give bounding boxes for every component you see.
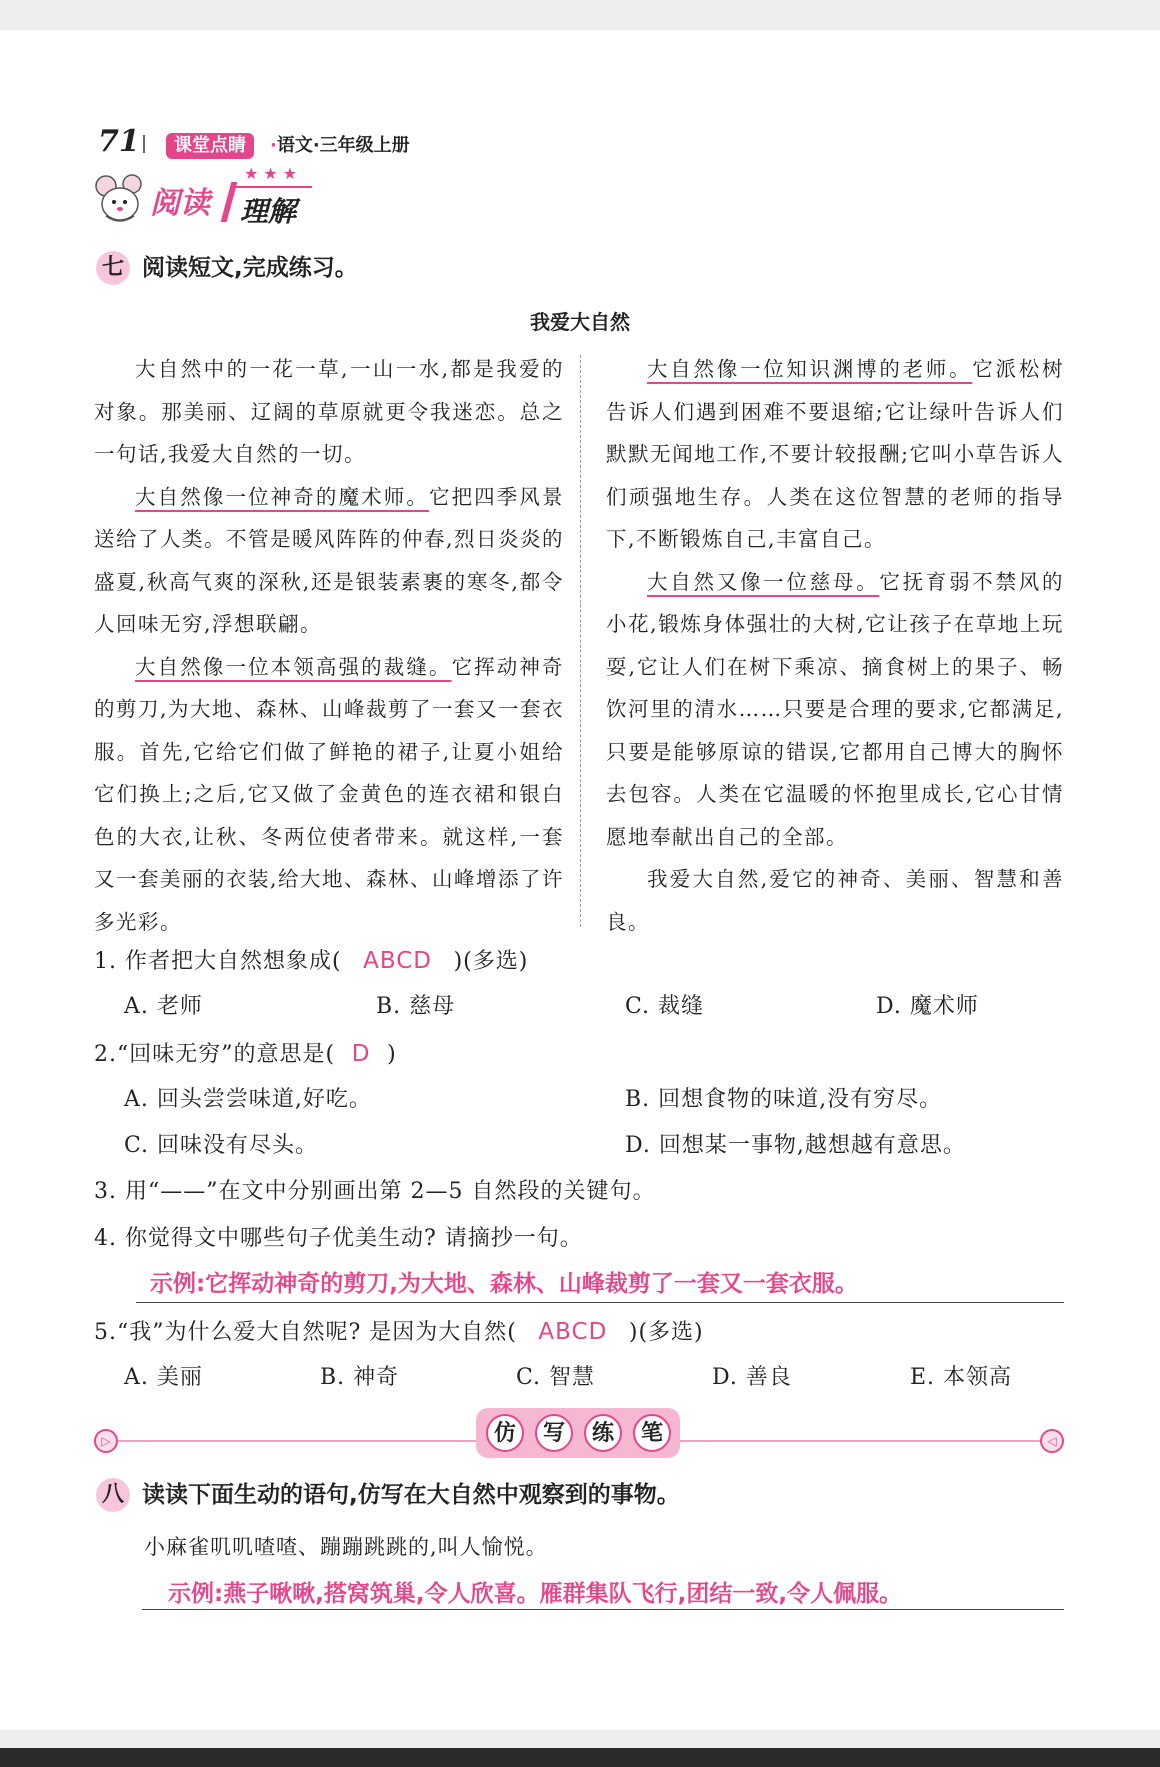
question-4-stem: 4. 你觉得文中哪些句子优美生动? 请摘抄一句。	[94, 1226, 583, 1251]
question-7-instruction: 阅读短文,完成练习。	[142, 255, 358, 281]
question-2-option-a: A. 回头尝尝味道,好吃。	[124, 1087, 372, 1112]
divider-char-3: 练	[584, 1414, 622, 1452]
essay-paragraph-6: 我爱大自然,爱它的神奇、美丽、智慧和善良。	[606, 867, 1064, 934]
question-5-option-a: A. 美丽	[124, 1365, 203, 1390]
essay-paragraph-5	[606, 561, 1064, 859]
stem-text: )(多选)	[628, 1320, 704, 1345]
question-5-answer: ABCD	[538, 1319, 608, 1345]
essay-paragraph-4	[606, 348, 1064, 561]
question-8-instruction: 读读下面生动的语句,仿写在大自然中观察到的事物。	[142, 1482, 680, 1508]
essay-paragraph-2	[94, 476, 564, 646]
column-divider	[580, 355, 581, 927]
question-3-stem: 3. 用“——”在文中分别画出第 2—5 自然段的关键句。	[94, 1179, 656, 1204]
difficulty-stars: ★★★	[244, 164, 303, 183]
question-1-option-b: B. 慈母	[376, 994, 456, 1019]
bottom-bar	[0, 1748, 1160, 1767]
stem-text: )	[387, 1042, 397, 1067]
stem-text: 5.“我”为什么爱大自然呢? 是因为大自然(	[94, 1320, 517, 1345]
banner-line	[232, 186, 312, 188]
paragraph-text: 它抚育弱不禁风的小花,锻炼身体强壮的大树,它让孩子在草地上玩耍,它让人们在树下乘凉、摘食树上的果子、畅饮河里的清水……只要是合理的要求,它都满足,只要是能够原谅的错误,它都用自己博大的胸怀去包容。人类在它温暖的怀抱里成长,它心甘情愿地奉献出自己的全部。	[606, 569, 1065, 849]
divider-char-2: 写	[535, 1414, 573, 1452]
essay-paragraph-1: 大自然中的一花一草,一山一水,都是我爱的对象。那美丽、辽阔的草原就更令我迷恋。总之一句话,我爱大自然的一切。	[94, 357, 564, 466]
key-sentence: 大自然又像一位慈母。	[647, 569, 880, 594]
stem-text: 2.“回味无穷”的意思是(	[94, 1042, 336, 1067]
series-badge: 课堂点睛	[166, 133, 254, 159]
question-1-option-d: D. 魔术师	[876, 994, 979, 1019]
question-1-stem	[94, 944, 528, 979]
answer-line	[142, 1609, 1064, 1610]
question-1-answer: ABCD	[363, 948, 433, 974]
question-2-option-b: B. 回想食物的味道,没有穷尽。	[625, 1087, 943, 1112]
essay-left-column	[94, 348, 564, 943]
question-2-stem	[94, 1037, 397, 1072]
question-5-option-c: C. 智慧	[516, 1365, 596, 1390]
answer-line	[136, 1302, 1064, 1303]
essay-title: 我爱大自然	[530, 310, 630, 334]
mouse-mascot-icon	[92, 172, 148, 228]
page-number: 71	[98, 124, 140, 159]
question-4-answer: 示例:它挥动神奇的剪刀,为大地、森林、山峰裁剪了一套又一套衣服。	[150, 1271, 858, 1297]
question-8-number: 八	[96, 1478, 130, 1512]
question-2-answer: D	[351, 1041, 371, 1067]
header-dot: ·	[270, 135, 277, 156]
key-sentence: 大自然像一位神奇的魔术师。	[135, 484, 429, 509]
key-sentence: 大自然像一位本领高强的裁缝。	[135, 654, 452, 679]
stem-text: 1. 作者把大自然想象成(	[94, 949, 342, 974]
question-5-stem	[94, 1315, 704, 1350]
essay-right-column	[606, 348, 1064, 943]
question-2-option-d: D. 回想某一事物,越想越有意思。	[625, 1133, 966, 1158]
section-title-reading: 阅读	[150, 186, 210, 221]
question-1-option-a: A. 老师	[124, 994, 203, 1019]
subject-text: 语文·三年级上册	[276, 135, 410, 156]
question-5-option-d: D. 善良	[712, 1365, 792, 1390]
paragraph-text: 它把四季风景送给了人类。不管是暖风阵阵的仲春,烈日炎炎的盛夏,秋高气爽的深秋,还是银装素裹的寒冬,都令人回味无穷,浮想联翩。	[94, 484, 565, 636]
essay-paragraph-3	[94, 646, 564, 944]
book-subject	[270, 134, 410, 158]
paragraph-text: 它派松树告诉人们遇到困难不要退缩;它让绿叶告诉人们默默无闻地工作,不要计较报酬;它叫小草告诉人们顽强地生存。人类在这位智慧的老师的指导下,不断锻炼自己,丰富自己。	[606, 357, 1065, 551]
header-separator	[143, 135, 145, 153]
divider-char-4: 笔	[633, 1414, 671, 1452]
stem-text: )(多选)	[453, 949, 529, 974]
question-8-example: 小麻雀叽叽喳喳、蹦蹦跳跳的,叫人愉悦。	[144, 1535, 548, 1559]
divider-right-end-icon: ◁	[1040, 1429, 1064, 1453]
key-sentence: 大自然像一位知识渊博的老师。	[647, 357, 973, 381]
question-5-option-b: B. 神奇	[320, 1365, 400, 1390]
divider-left-end-icon: ▷	[94, 1429, 118, 1453]
question-1-option-c: C. 裁缝	[625, 994, 705, 1019]
question-7-number: 七	[96, 251, 130, 285]
question-5-option-e: E. 本领高	[910, 1365, 1013, 1390]
paragraph-text: 它挥动神奇的剪刀,为大地、森林、山峰裁剪了一套又一套衣服。首先,它给它们做了鲜艳的裙子,让夏小姐给它们换上;之后,它又做了金黄色的连衣裙和银白色的大衣,让秋、冬两位使者带来。就这样,一套又一套美丽的衣装,给大地、森林、山峰增添了许多光彩。	[94, 654, 565, 934]
section-title-comprehension: 理解	[240, 195, 297, 228]
divider-char-1: 仿	[486, 1414, 524, 1452]
question-8-answer: 示例:燕子啾啾,搭窝筑巢,令人欣喜。雁群集队飞行,团结一致,令人佩服。	[168, 1581, 903, 1607]
question-2-option-c: C. 回味没有尽头。	[124, 1133, 319, 1158]
